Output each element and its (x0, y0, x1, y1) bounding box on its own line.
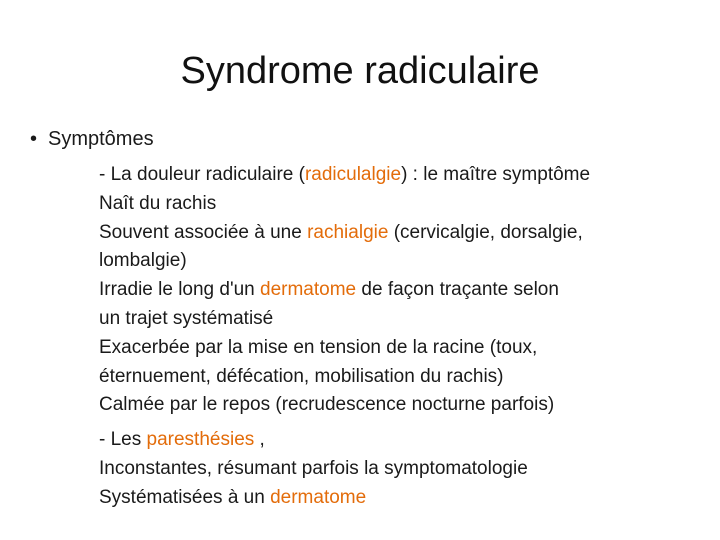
text-segment: (cervicalgie, dorsalgie, (388, 221, 583, 243)
text-segment: éternuement, défécation, mobilisation du rachis) (99, 365, 504, 387)
text-segment: un trajet systématisé (99, 307, 274, 329)
text-line (99, 276, 699, 305)
text-segment: Exacerbée par la mise en tension de la racine (toux, (99, 336, 538, 358)
text-segment: Souvent associée à une (99, 221, 308, 243)
highlighted-term: rachialgie (307, 221, 389, 243)
text-line (99, 455, 699, 484)
text-segment: , (254, 429, 265, 451)
text-segment: - La douleur radiculaire ( (99, 164, 305, 185)
bullet-label: Symptômes (48, 128, 154, 150)
text-line (99, 363, 699, 392)
text-segment: Calmée par le repos (recrudescence nocturne parfois) (99, 394, 555, 416)
text-segment: Irradie le long d'un (99, 279, 261, 301)
highlighted-term: radiculalgie (304, 164, 402, 185)
text-line (99, 484, 699, 513)
bullet-dot-icon: • (30, 128, 38, 150)
symptom-description (99, 161, 699, 513)
text-segment: ) : le maître symptôme (401, 164, 591, 185)
text-line (99, 190, 699, 219)
highlighted-term: dermatome (270, 486, 367, 508)
text-segment: Naît du rachis (99, 192, 217, 214)
text-segment: Systématisées à un (99, 486, 271, 508)
text-segment: lombalgie) (99, 250, 187, 272)
slide-title: Syndrome radiculaire (180, 50, 540, 92)
text-line (99, 426, 699, 455)
text-line (99, 334, 699, 363)
highlighted-term: dermatome (260, 279, 357, 301)
text-segment: de façon traçante selon (356, 279, 559, 301)
highlighted-term: paresthésies (146, 429, 255, 451)
text-line (99, 161, 699, 190)
text-segment: - Les (99, 429, 147, 451)
bullet-item-symptomes (30, 126, 154, 152)
text-line (99, 247, 699, 276)
text-line (99, 305, 699, 334)
text-line (99, 391, 699, 420)
text-line (99, 219, 699, 248)
text-segment: Inconstantes, résumant parfois la symptomatologie (99, 457, 528, 479)
